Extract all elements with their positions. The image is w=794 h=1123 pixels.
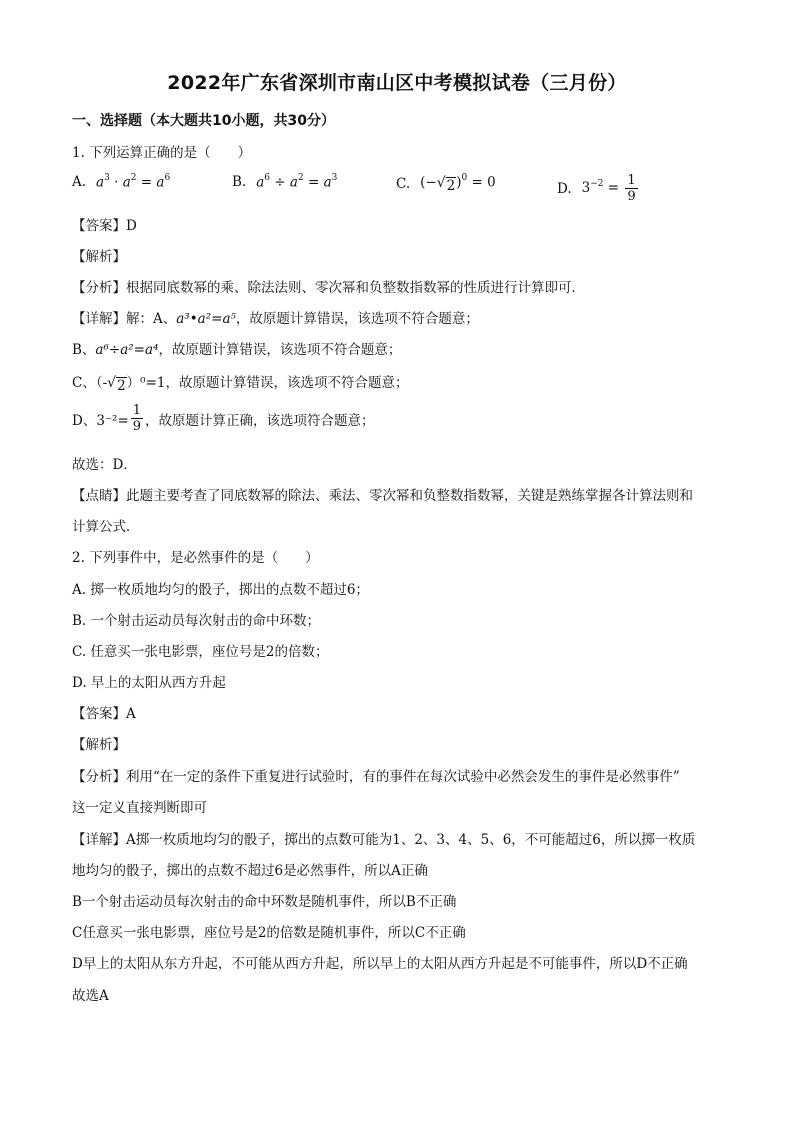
term: = — [603, 180, 624, 196]
q2-detail-1: 【详解】A掷一枚质地均匀的骰子，掷出的点数可能为1、2、3、4、5、6，不可能超过6，所以掷一枚质 — [72, 832, 696, 848]
option-label: B. — [232, 174, 247, 191]
q1-detail-d — [72, 404, 375, 433]
q1-stem: 1. 下列运算正确的是（ ） — [72, 145, 252, 161]
numerator: 1 — [132, 403, 142, 418]
detail-prefix: C、（- — [72, 375, 108, 391]
q2-detail-2: 地均匀的骰子，掷出的点数不超过6是必然事件，所以A正确 — [72, 863, 428, 879]
exponent: 2 — [297, 173, 304, 183]
term: a — [96, 174, 105, 191]
q2-analysis-tag: 【解析】 — [72, 737, 126, 753]
q1-analysis: 【分析】根据同底数幂的乘、除法法则、零次幂和负整数指数幂的性质进行计算即可． — [72, 280, 585, 296]
radicand: 2 — [117, 378, 126, 394]
page-title: 2022年广东省深圳市南山区中考模拟试卷（三月份） — [167, 72, 627, 94]
term: ) — [456, 174, 462, 191]
q2-answer: 【答案】A — [72, 706, 136, 722]
exponent: 3 — [331, 173, 338, 183]
term: = a — [303, 174, 332, 191]
term: (− — [420, 174, 437, 191]
exponent: 3 — [104, 173, 110, 183]
option-label: D. — [557, 180, 572, 197]
term: = a — [136, 174, 165, 191]
radicand: 2 — [446, 177, 456, 194]
detail-suffix: ，故原题计算错误，该选项不符合题意； — [158, 342, 402, 358]
option-label: A. — [72, 174, 87, 191]
exponent: 6 — [264, 173, 271, 183]
fraction — [131, 404, 143, 433]
exponent: −2 — [590, 178, 604, 189]
q1-options — [72, 174, 722, 204]
exponent: 6 — [164, 173, 171, 183]
sqrt-expression: √ 2 — [436, 174, 456, 194]
q1-option-c — [396, 174, 496, 194]
exponent: 2 — [130, 173, 137, 183]
q2-option-b: B. 一个射击运动员每次射击的命中环数； — [72, 613, 321, 629]
q2-analysis: 【分析】利用“在一定的条件下重复进行试验时，有的事件在每次试验中必然会发生的事件是必然事件” — [72, 769, 680, 785]
fraction — [625, 174, 637, 203]
section-heading: 一、选择题（本大题共10小题，共30分） — [72, 113, 335, 129]
denominator: 9 — [132, 419, 142, 434]
denominator: 9 — [627, 189, 636, 204]
term: · a — [109, 174, 131, 191]
q1-choice: 故选：D． — [72, 457, 137, 473]
q1-option-a — [72, 174, 170, 191]
q2-detail-3: B一个射击运动员每次射击的命中环数是随机事件，所以B不正确 — [72, 894, 457, 910]
detail-prefix: D、3⁻²= — [72, 412, 129, 429]
q2-detail-5: D早上的太阳从东方升起，不可能从西方升起，所以早上的太阳从西方升起是不可能事件，所以D不正确 — [72, 956, 688, 972]
q2-option-c: C. 任意买一张电影票，座位号是2的倍数； — [72, 644, 329, 660]
term: 3 — [581, 180, 591, 196]
q1-comment-cont: 计算公式． — [72, 519, 140, 535]
q2-choice: 故选A — [72, 988, 109, 1004]
q2-option-d: D. 早上的太阳从西方升起 — [72, 675, 226, 691]
detail-expression: a³•a²=a⁵ — [176, 311, 236, 327]
q2-detail-4: C任意买一张电影票，座位号是2的倍数是随机事件，所以C不正确 — [72, 925, 466, 941]
option-label: C. — [396, 175, 411, 192]
term: = 0 — [467, 174, 496, 191]
detail-suffix: ，故原题计算正确，该选项符合题意； — [145, 412, 375, 429]
q1-analysis-tag: 【解析】 — [72, 249, 126, 265]
q1-answer: 【答案】D — [72, 218, 137, 234]
q2-analysis-cont: 这一定义直接判断即可 — [72, 800, 207, 816]
detail-suffix: ，故原题计算错误，该选项不符合题意； — [235, 311, 479, 327]
q1-detail-c — [72, 371, 408, 394]
q1-option-d — [557, 174, 640, 203]
exponent: 0 — [461, 173, 468, 183]
sqrt-expression: √ 2 — [107, 375, 126, 394]
q1-detail-b — [72, 338, 401, 358]
term: ÷ a — [270, 174, 298, 191]
q1-comment: 【点睛】此题主要考查了同底数幂的除法、乘法、零次幂和负整数指数幂，关键是熟练掌握各计算法则和 — [72, 488, 693, 504]
detail-prefix: B、 — [72, 342, 96, 358]
q2-stem: 2. 下列事件中，是必然事件的是（ ） — [72, 550, 319, 566]
q1-option-b — [232, 174, 337, 191]
detail-suffix: ）⁰=1，故原题计算错误，该选项不符合题意； — [126, 375, 409, 391]
term: a — [256, 174, 265, 191]
q2-option-a: A. 掷一枚质地均匀的骰子，掷出的点数不超过6； — [72, 582, 369, 598]
detail-prefix: 【详解】解：A、 — [72, 311, 177, 327]
q1-detail-a — [72, 307, 479, 327]
numerator: 1 — [627, 173, 636, 188]
detail-expression: a⁶÷a²=a⁴ — [95, 342, 159, 358]
